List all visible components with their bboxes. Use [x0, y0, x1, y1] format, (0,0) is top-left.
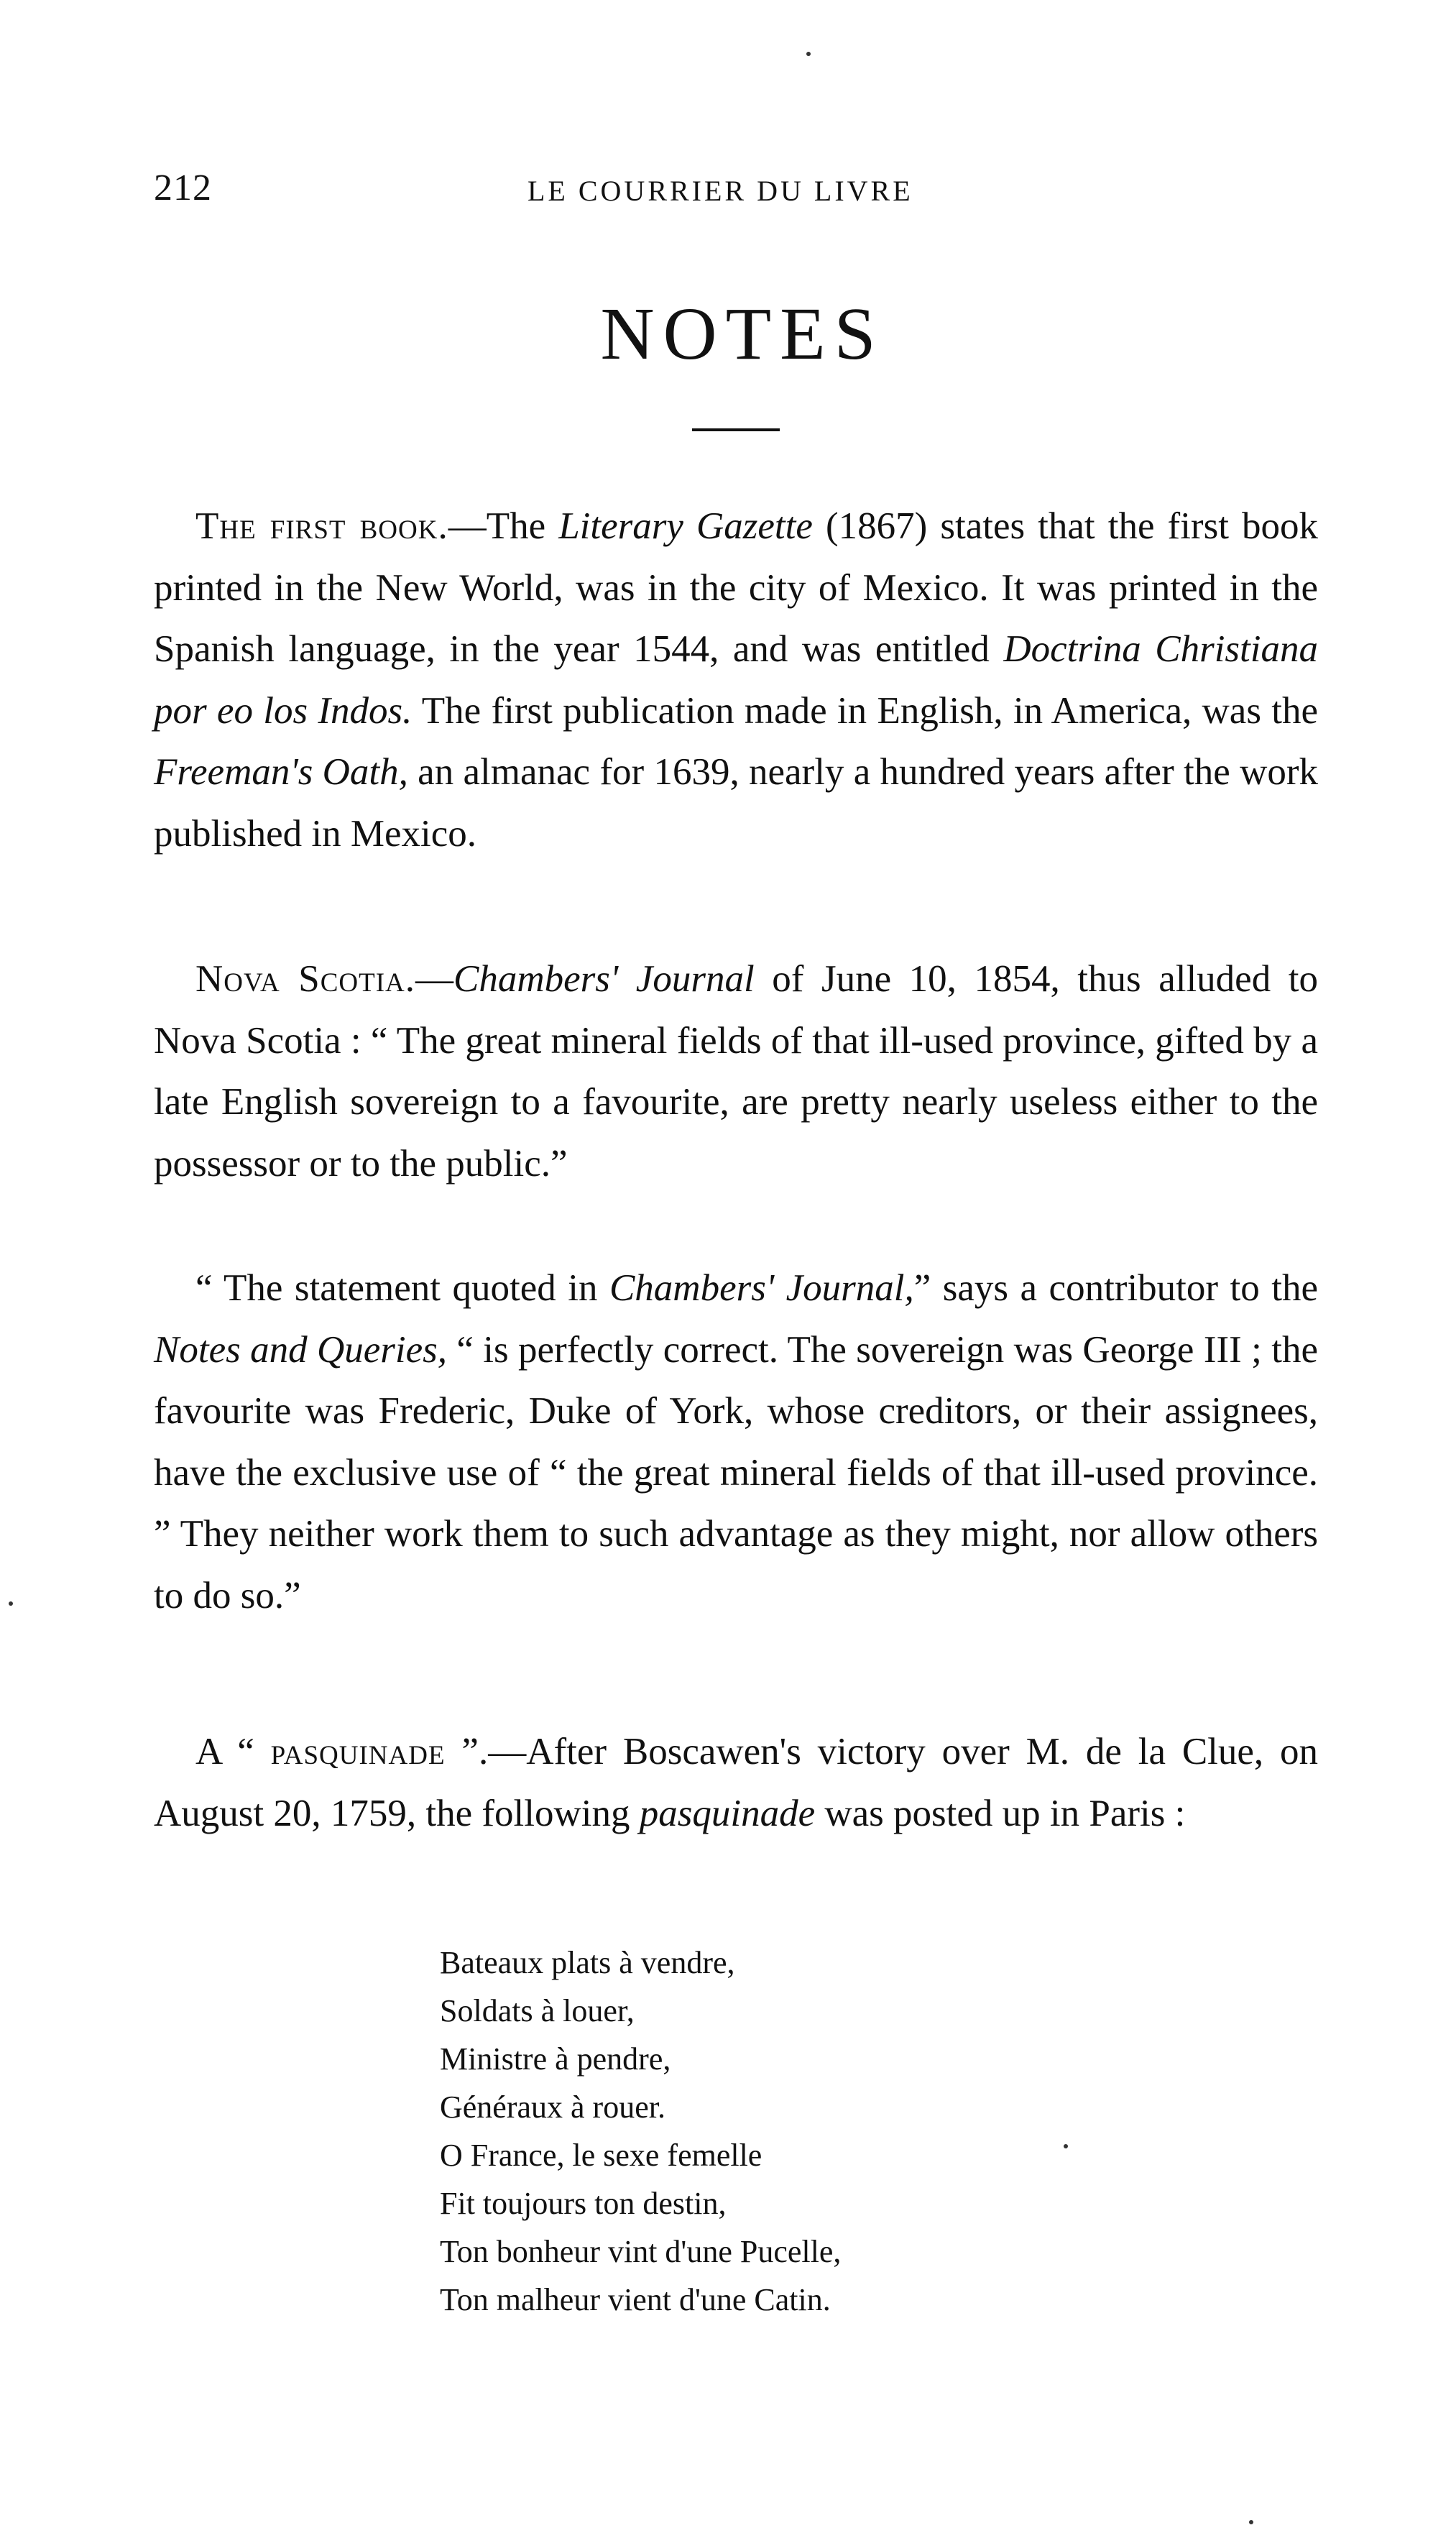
paragraph	[154, 496, 1318, 865]
book-title: Doctrina Christiana por eo los Indos.	[154, 628, 1318, 732]
almanac-title: Freeman's Oath,	[154, 751, 408, 793]
poem-line: O France, le sexe femelle	[440, 2138, 762, 2173]
section-title: NOTES	[600, 293, 885, 375]
page-number: 212	[154, 167, 212, 208]
paragraph	[154, 1721, 1318, 1844]
text-run: “ The statement quoted in	[195, 1267, 609, 1309]
poem-line: Ton bonheur vint d'une Pucelle,	[440, 2234, 842, 2269]
text-run: (1867) states that the first book printed in the New World, was in the city of Mexico. It was printed in the Spanish language, in the year 1544, and was entitled	[154, 505, 1318, 670]
running-title: LE COURRIER DU LIVRE	[527, 175, 913, 207]
title-rule	[692, 428, 780, 431]
text-run: “ is perfectly correct. The sovereign was George III ; the favourite was Frederic, Duke of York, whose creditors, or their assignees, have the exclusive use of “ the great mineral fields of that ill-used province. ” They neither work them to such advantage as they might, nor allow others to do so.”	[154, 1328, 1318, 1617]
paper-speck	[1064, 2144, 1068, 2148]
source-title: Chambers' Journal,	[609, 1267, 914, 1309]
text-run: ” says a contributor to the	[913, 1267, 1318, 1309]
note-nova-scotia	[154, 949, 1318, 1195]
poem-line: Généraux à rouer.	[440, 2089, 665, 2125]
paragraph	[154, 949, 1318, 1195]
running-head	[154, 167, 1368, 210]
text-run: of June 10, 1854, thus alluded to Nova Scotia : “ The great mineral fields of that ill-used province, gifted by a late English sovereign to a favourite, are pretty nearly useless either to the possessor or to the public.”	[154, 958, 1318, 1185]
note-pasquinade	[154, 1721, 1318, 1844]
poem-line: Soldats à louer,	[440, 1993, 635, 2028]
poem	[440, 1939, 841, 2324]
paper-speck	[1249, 2520, 1253, 2524]
poem-line: Fit toujours ton destin,	[440, 2186, 727, 2221]
source-title: Literary Gazette	[558, 505, 813, 547]
note-heading: The first book.	[195, 505, 448, 547]
text-run: —The	[448, 505, 559, 547]
note-heading: pasquinade	[270, 1731, 446, 1773]
note-first-book	[154, 496, 1318, 865]
paper-speck	[9, 1601, 13, 1606]
paragraph	[154, 1258, 1318, 1627]
text-run: —	[415, 958, 453, 1000]
text-run: A “	[195, 1731, 271, 1773]
note-statement	[154, 1258, 1318, 1627]
paper-speck	[806, 52, 811, 56]
text-run: was posted up in Paris :	[815, 1792, 1186, 1834]
term: pasquinade	[639, 1792, 816, 1834]
poem-line: Ministre à pendre,	[440, 2041, 671, 2077]
text-run: The first publication made in English, in America, was the	[412, 689, 1318, 732]
poem-line: Ton malheur vient d'une Catin.	[440, 2282, 831, 2317]
note-heading: Nova Scotia.	[195, 958, 415, 1000]
source-title: Chambers' Journal	[453, 958, 755, 1000]
text-run: ”.—After Boscawen's victory over M. de la Clue, on August 20, 1759, the following	[154, 1731, 1319, 1834]
poem-line: Bateaux plats à vendre,	[440, 1945, 735, 1980]
text-run: an almanac for 1639, nearly a hundred years after the work published in Mexico.	[154, 751, 1318, 855]
source-title: Notes and Queries,	[154, 1328, 448, 1371]
